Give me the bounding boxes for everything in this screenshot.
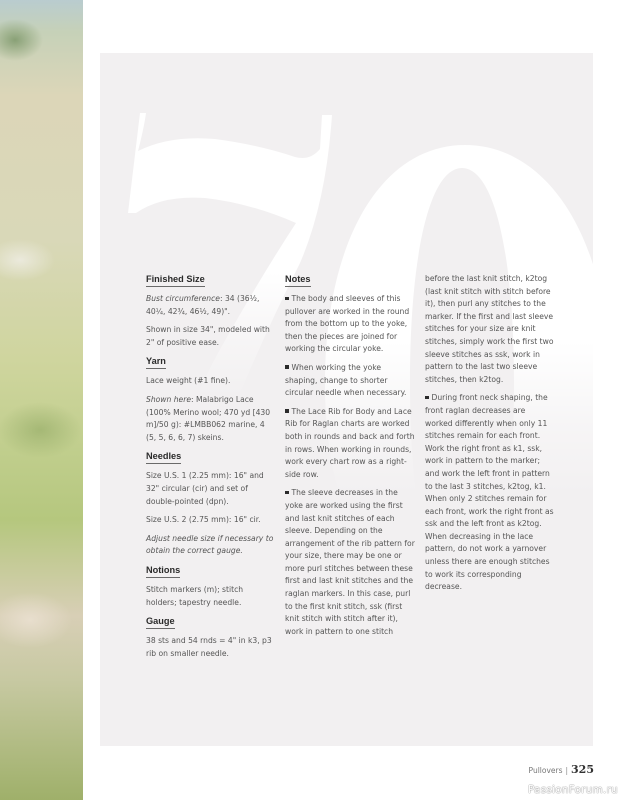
note-text: The body and sleeves of this pullover are worked in the round from the bottom up to the yoke, then the pieces are joined for working the circular yoke.: [285, 294, 410, 354]
note-text: When working the yoke shaping, change to shorter circular needle when necessary.: [285, 362, 407, 398]
pattern-info-panel: [100, 53, 593, 746]
bust-value: : 34 (36½, 40¼, 42¾, 46½, 49)".: [146, 294, 260, 316]
heading-yarn: Yarn: [146, 355, 166, 369]
background-photo-grass: [0, 0, 83, 800]
heading-notions: Notions: [146, 564, 180, 578]
heading-finished-size: Finished Size: [146, 273, 205, 287]
needle-adjust-note: Adjust needle size if necessary to obtain the correct gauge.: [146, 533, 274, 556]
note-item: [425, 392, 555, 594]
notions-text: Stitch markers (m); stitch holders; tapestry needle.: [146, 584, 244, 607]
heading-gauge: Gauge: [146, 615, 175, 629]
bullet-icon: [285, 365, 289, 369]
note-text: During front neck shaping, the front raglan decreases are worked differently when only 11 stitches remain for each front. Work the right front as k1, ssk, work in pattern to the marker; and work the left front in pattern to the last 3 stitches, k2tog, k1. When only 2 stitches remain for each front, work the right front as ssk and the left front as k2tog. When decreasing in the lace pattern, do not work a yarnover unless there are enough stitches to work its corresponding decrease.: [425, 393, 554, 592]
note-text: The sleeve decreases in the yoke are worked using the first and last knit stitches of each sleeve. Depending on the arrangement of the rib pattern for your size, there may be one or more purl stitches between these first and last knit stitches and the raglan markers. In this case, purl to the first knit stitch, ssk (first knit stitch with stitch after it), work in pattern to one stitch: [285, 488, 415, 636]
column-specs: [146, 273, 274, 666]
note-item: [285, 362, 415, 400]
page-number: 325: [571, 763, 594, 776]
footer-section-label: Pullovers: [528, 766, 563, 775]
watermark-text: PassionForum.ru: [528, 784, 618, 796]
bust-label: Bust circumference: [146, 294, 220, 303]
column-notes-continued: [425, 273, 555, 600]
note-text: The Lace Rib for Body and Lace Rib for Raglan charts are worked both in rounds and back and forth in rows. When working in rounds, work every chart row as a right-side row.: [285, 406, 415, 479]
footer-separator: |: [565, 766, 569, 775]
heading-needles: Needles: [146, 450, 181, 464]
note-item: [285, 487, 415, 638]
column-notes: [285, 273, 415, 644]
needle-size-2: Size U.S. 2 (2.75 mm): 16" cir.: [146, 515, 261, 525]
note-item: [285, 406, 415, 482]
yarn-shown: [146, 394, 274, 444]
bullet-icon: [285, 409, 289, 413]
section-notions: [146, 564, 274, 609]
yarn-shown-label: Shown here: [146, 394, 191, 404]
bust-circumference: [146, 293, 274, 318]
yarn-shown-value: : Malabrigo Lace (100% Merino wool; 470 yd [430 m]/50 g): #LMBB062 marine, 4 (5, 5, 6, 6, 7) skeins.: [146, 394, 271, 442]
section-needles: [146, 450, 274, 558]
heading-notes: Notes: [285, 273, 311, 287]
section-gauge: [146, 615, 274, 660]
yarn-weight: Lace weight (#1 fine).: [146, 376, 231, 386]
shown-size: Shown in size 34", modeled with 2" of positive ease.: [146, 325, 270, 347]
bullet-icon: [425, 396, 429, 400]
note-item: [285, 293, 415, 356]
note-continued-text: before the last knit stitch, k2tog (last knit stitch with stitch before it), then purl any stitches to the marker. If the first and last sleeve stitches for your size are knit stitches, simply work the first two sleeve stitches as ssk, work in pattern to the last two sleeve stitches, then k2tog.: [425, 274, 554, 384]
needle-size-1: Size U.S. 1 (2.25 mm): 16" and 32" circular (cir) and set of double-pointed (dpn).: [146, 471, 264, 506]
section-finished-size: [146, 273, 274, 349]
page-footer: [500, 763, 594, 776]
section-yarn: [146, 355, 274, 444]
gauge-text: 38 sts and 54 rnds = 4" in k3, p3 rib on smaller needle.: [146, 636, 272, 658]
bullet-icon: [285, 491, 289, 495]
bullet-icon: [285, 297, 289, 301]
